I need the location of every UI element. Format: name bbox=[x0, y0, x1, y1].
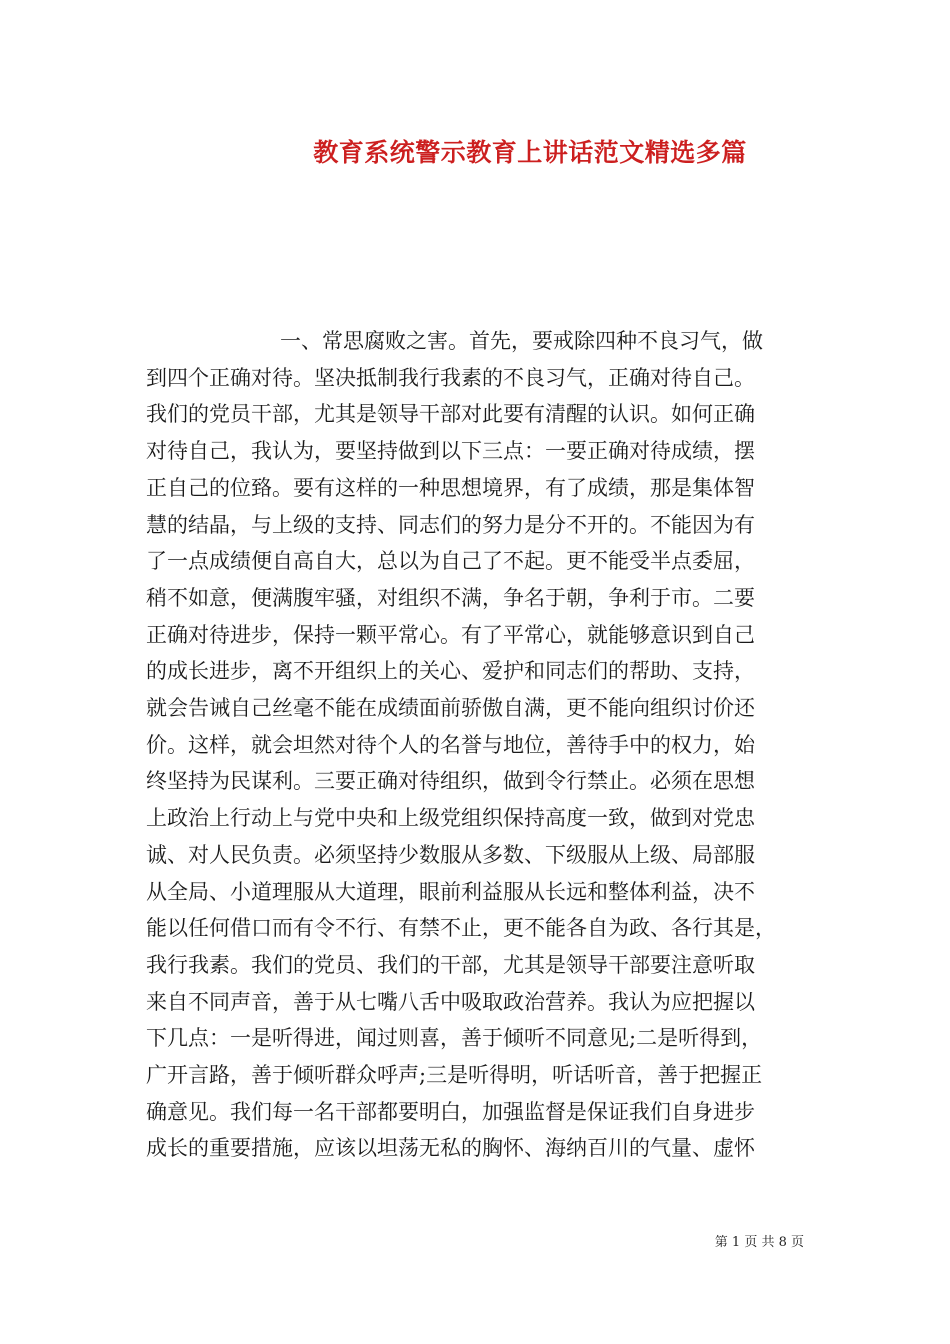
body-line: 能以任何借口而有令不行、有禁不止，更不能各自为政、各行其是， bbox=[146, 916, 776, 941]
body-line: 一、常思腐败之害。首先，要戒除四种不良习气，做 bbox=[238, 329, 763, 353]
body-line: 价。这样，就会坦然对待个人的名誉与地位，善待手中的权力，始 bbox=[146, 732, 755, 757]
body-line: 确意见。我们每一名干部都要明白，加强监督是保证我们自身进步 bbox=[146, 1099, 755, 1124]
body-line: 到四个正确对待。坚决抵制我行我素的不良习气，正确对待自己。 bbox=[146, 365, 755, 390]
body-line: 终坚持为民谋利。三要正确对待组织，做到令行禁止。必须在思想 bbox=[146, 769, 755, 794]
page-number-footer: 第 1 页 共 8 页 bbox=[714, 1235, 804, 1250]
body-line: 下几点：一是听得进，闻过则喜，善于倾听不同意见;二是听得到， bbox=[146, 1026, 763, 1051]
body-line: 广开言路，善于倾听群众呼声;三是听得明，听话听音，善于把握正 bbox=[146, 1063, 763, 1087]
document-title: 教育系统警示教育上讲话范文精选多篇 bbox=[313, 138, 747, 167]
body-line: 慧的结晶，与上级的支持、同志们的努力是分不开的。不能因为有 bbox=[146, 512, 755, 537]
body-line: 的成长进步，离不开组织上的关心、爱护和同志们的帮助、支持， bbox=[146, 659, 755, 684]
body-line: 成长的重要措施，应该以坦荡无私的胸怀、海纳百川的气量、虚怀 bbox=[146, 1136, 755, 1161]
body-line: 我们的党员干部，尤其是领导干部对此要有清醒的认识。如何正确 bbox=[146, 402, 755, 427]
body-line: 从全局、小道理服从大道理，眼前利益服从长远和整体利益，决不 bbox=[146, 879, 755, 904]
body-line: 对待自己，我认为，要坚持做到以下三点：一要正确对待成绩，摆 bbox=[146, 439, 755, 464]
body-line: 了一点成绩便自高自大，总以为自己了不起。更不能受半点委屈， bbox=[146, 549, 755, 574]
body-line: 来自不同声音，善于从七嘴八舌中吸取政治营养。我认为应把握以 bbox=[146, 989, 755, 1014]
body-line: 就会告诫自己丝毫不能在成绩面前骄傲自满，更不能向组织讨价还 bbox=[146, 696, 755, 720]
body-line: 正自己的位臵。要有这样的一种思想境界，有了成绩，那是集体智 bbox=[146, 475, 755, 500]
body-line: 稍不如意，便满腹牢骚，对组织不满，争名于朝，争利于市。二要 bbox=[146, 585, 755, 610]
body-line: 上政治上行动上与党中央和上级党组织保持高度一致，做到对党忠 bbox=[146, 806, 755, 831]
body-line: 诚、对人民负责。必须坚持少数服从多数、下级服从上级、局部服 bbox=[146, 842, 755, 867]
body-line: 正确对待进步，保持一颗平常心。有了平常心，就能够意识到自己 bbox=[146, 622, 755, 647]
body-line: 我行我素。我们的党员、我们的干部，尤其是领导干部要注意听取 bbox=[146, 952, 755, 977]
